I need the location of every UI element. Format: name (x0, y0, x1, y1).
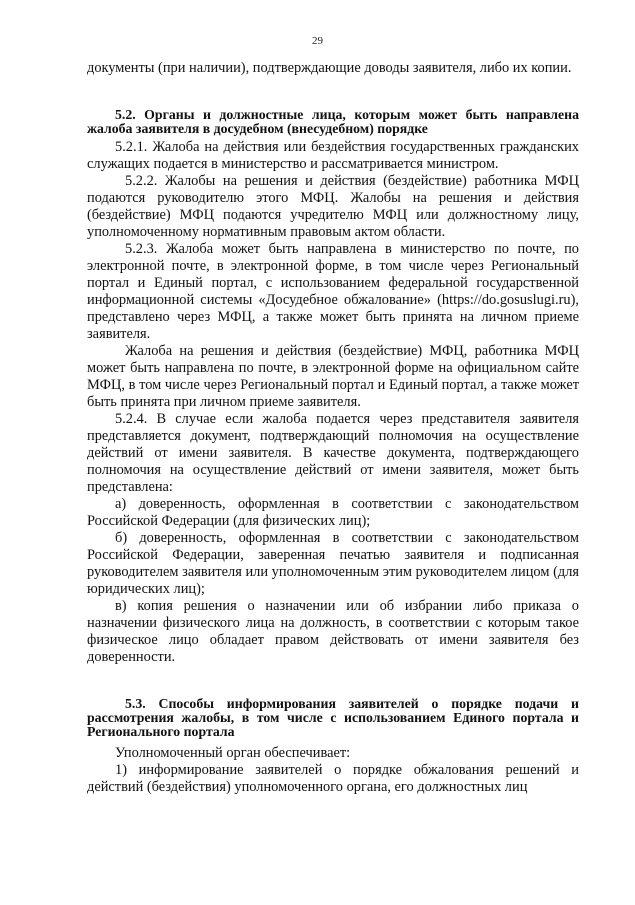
paragraph-5-2-3: 5.2.3. Жалоба может быть направлена в министерство по почте, по электронной почте, в электронной форме, в том числе через Региональный портал и Единый портал, с использованием федеральной государственной информационной системы «Досудебное обжалование» (https://do.gosuslugi.ru), представлено через МФЦ, а также может быть принята на личном приеме заявителя. (87, 241, 579, 342)
list-item-c: в) копия решения о назначении или об избрании либо приказа о назначении физического лица на должность, в соответствии с которым такое физическое лицо обладает правом действовать от имени заявителя без доверенности. (87, 598, 579, 665)
paragraph-5-2-1: 5.2.1. Жалоба на действия или бездействия государственных гражданских служащих подается в министерство и рассматривается министром. (87, 139, 579, 172)
list-item-b: б) доверенность, оформленная в соответствии с законодательством Российской Федерации, заверенная печатью заявителя и подписанная руководителем заявителя или уполномоченным этим руководителем лицом (для юридических лиц); (87, 530, 579, 597)
list-item-a: а) доверенность, оформленная в соответствии с законодательством Российской Федерации (для физических лиц); (87, 496, 579, 529)
section-heading-5-2: 5.2. Органы и должностные лица, которым может быть направлена жалоба заявителя в досудебном (внесудебном) порядке (87, 107, 579, 136)
paragraph-5-2-2: 5.2.2. Жалобы на решения и действия (бездействие) работника МФЦ подаются руководителю этого МФЦ. Жалобы на решения и действия (бездействие) МФЦ подаются учредителю МФЦ или должностному лицу, уполномоченному нормативным правовым актом области. (87, 173, 579, 240)
page-number: 29 (312, 35, 323, 47)
paragraph-5-2-3-mfc: Жалоба на решения и действия (бездействие) МФЦ, работника МФЦ может быть направлена по почте, в электронной форме на официальном сайте МФЦ, в том числе через Региональный портал и Единый портал, а также может быть принята при личном приеме заявителя. (87, 343, 579, 410)
paragraph-continuation: документы (при наличии), подтверждающие доводы заявителя, либо их копии. (87, 60, 572, 76)
paragraph-5-2-4: 5.2.4. В случае если жалоба подается через представителя заявителя представляется документ, подтверждающий полномочия на осуществление действий от имени заявителя. В качестве документа, подтверждающего полномочия на осуществление действий от имени заявителя, может быть представлена: (87, 411, 579, 495)
section-heading-5-3: 5.3. Способы информирования заявителей о порядке подачи и рассмотрения жалобы, в том числе с использованием Единого портала и Регионального портала (87, 696, 579, 739)
paragraph-5-3-intro: Уполномоченный орган обеспечивает: (115, 745, 351, 761)
paragraph-5-3-item-1: 1) информирование заявителей о порядке обжалования решений и действий (бездействия) уполномоченного органа, его должностных лиц (87, 762, 579, 795)
document-body (87, 60, 579, 796)
